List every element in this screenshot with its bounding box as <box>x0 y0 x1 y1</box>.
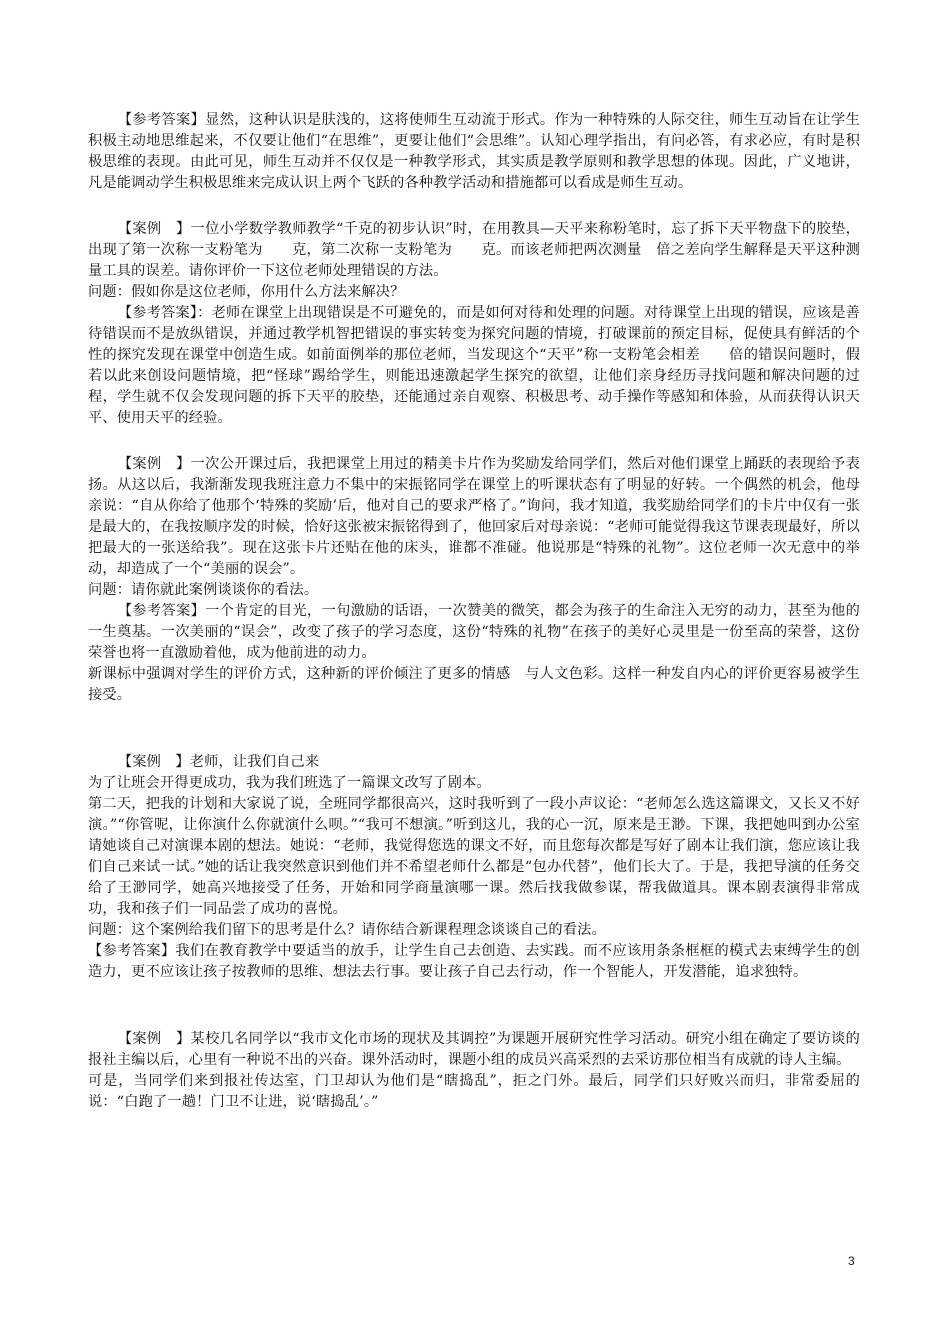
case-title: 【案例 】老师，让我们自己来 <box>117 754 320 770</box>
answer-paragraph: 【参考答案】：老师在课堂上出现错误是不可避免的，而是如何对待和处理的问题。对待课堂上出现的错误，应该是善待错误而不是放纵错误，并通过教学机智把错误的事实转变为探究问题的情境，打破课前的预定目标，促使具有鲜活的个性的探究发现在课堂中创造生成。如前面例举的那位老师，当发现这个“天平”称一支粉笔会相差 倍的错误问题时，假若以此来创设问题情境，把“怪球”踢给学生，则能迅速激起学生探究的欲望，让他们亲身经历寻找问题和解决问题的过程，学生就不仅会发现问题的拆下天平的胶垫，还能通过亲自观察、积极思考、动手操作等感知和体验，从而获得认识天平、使用天平的经验。 <box>88 305 860 426</box>
body-paragraph: 可是，当同学们来到报社传达室，门卫却认为他们是“瞎捣乱”，拒之门外。最后，同学们只好败兴而归，非常委屈的说：“白跑了一趟！门卫不让进，说‘瞎捣乱’。” <box>88 1073 860 1110</box>
answer-paragraph: 【参考答案】一个肯定的目光，一句激励的话语，一次赞美的微笑，都会为孩子的生命注入无穷的动力，甚至为他的一生奠基。一次美丽的“误会”，改变了孩子的学习态度，这份“特殊的礼物”在孩子的美好心灵里是一份至高的荣誉，这份荣誉也将一直激励着他，成为他前进的动力。 <box>88 603 860 661</box>
question-paragraph: 问题：假如你是这位老师，你用什么方法来解决？ <box>88 284 405 300</box>
page-number: 3 <box>848 1254 855 1268</box>
case-paragraph: 【案例 】某校几名同学以“我市文化市场的现状及其调控”为课题开展研究性学习活动。研究小组在确定了要访谈的报社主编以后，心里有一种说不出的兴奋。课外活动时，课题小组的成员兴高采烈的去采访那位相当有成就的诗人主编。 <box>88 1031 860 1068</box>
case-paragraph: 【案例 】一次公开课过后，我把课堂上用过的精美卡片作为奖励发给同学们，然后对他们课堂上踊跃的表现给予表扬。从这以后，我渐渐发现我班注意力不集中的宋振铭同学在课堂上的听课状态有了明显的好转。一个偶然的机会，他母亲说：“自从你给了他那个‘特殊的奖励’后，他对自己的要求严格了。”询问，我才知道，我奖励给同学们的卡片中仅有一张是最大的，在我按顺序发的时候，恰好这张被宋振铭得到了，他回家后对母亲说：“老师可能觉得我这节课表现最好，所以把最大的一张送给我”。现在这张卡片还贴在他的床头，谁都不准碰。他说那是“特殊的礼物”。这位老师一次无意中的举动，却造成了一个“美丽的误会”。 <box>88 456 860 577</box>
answer-paragraph: 【参考答案】我们在教育教学中要适当的放手，让学生自己去创造、去实践。而不应该用条条框框的模式去束缚学生的创造力，更不应该让孩子按教师的思维、想法去行事。要让孩子自己去行动，作一个智能人，开发潜能，追求独特。 <box>88 943 860 980</box>
body-paragraph: 为了让班会开得更成功，我为我们班选了一篇课文改写了剧本。 <box>88 775 491 791</box>
document-body <box>88 110 860 1113</box>
question-paragraph: 问题：请你就此案例谈谈你的看法。 <box>88 582 319 598</box>
body-paragraph: 第二天，把我的计划和大家说了说，全班同学都很高兴，这时我听到了一段小声议论：“老师怎么选这篇课文，又长又不好演。”“你管呢，让你演什么你就演什么呗。”“我可不想演。”听到这儿，我的心一沉，原来是王渺。下课，我把她叫到办公室请她谈自己对演课本剧的想法。她说：“老师，我觉得您选的课文不好，而且您每次都是写好了剧本让我们演，您应该让我们自己来试一试。”她的话让我突然意识到他们并不希望老师什么都是“包办代替”，他们长大了。于是，我把导演的任务交给了王渺同学，她高兴地接受了任务，开始和同学商量演哪一课。然后找我做参谋，帮我做道具。课本剧表演得非常成功，我和孩子们一同品尝了成功的喜悦。 <box>88 796 860 917</box>
case-paragraph: 【案例 】一位小学数学教师教学“千克的初步认识”时，在用教具—天平来称粉笔时，忘了拆下天平物盘下的胶垫，出现了第一次称一支粉笔为 克，第二次称一支粉笔为 克。而该老师把两次测量 倍之差向学生解释是天平这种测量工具的误差。请你评价一下这位老师处理错误的方法。 <box>88 221 860 279</box>
question-paragraph: 问题：这个案例给我们留下的思考是什么？请你结合新课程理念谈谈自己的看法。 <box>88 922 606 938</box>
body-paragraph: 新课标中强调对学生的评价方式，这种新的评价倾注了更多的情感 与人文色彩。这样一种发自内心的评价更容易被学生接受。 <box>88 666 860 703</box>
answer-paragraph: 【参考答案】显然，这种认识是肤浅的，这将使师生互动流于形式。作为一种特殊的人际交往，师生互动旨在让学生积极主动地思维起来，不仅要让他们“在思维”，更要让他们“会思维”。认知心理学指出，有问必答，有求必应，有时是积极思维的表现。由此可见，师生互动并不仅仅是一种教学形式，其实质是教学原则和教学思想的体现。因此，广义地讲，凡是能调动学生积极思维来完成认识上两个飞跃的各种教学活动和措施都可以看成是师生互动。 <box>88 112 860 191</box>
